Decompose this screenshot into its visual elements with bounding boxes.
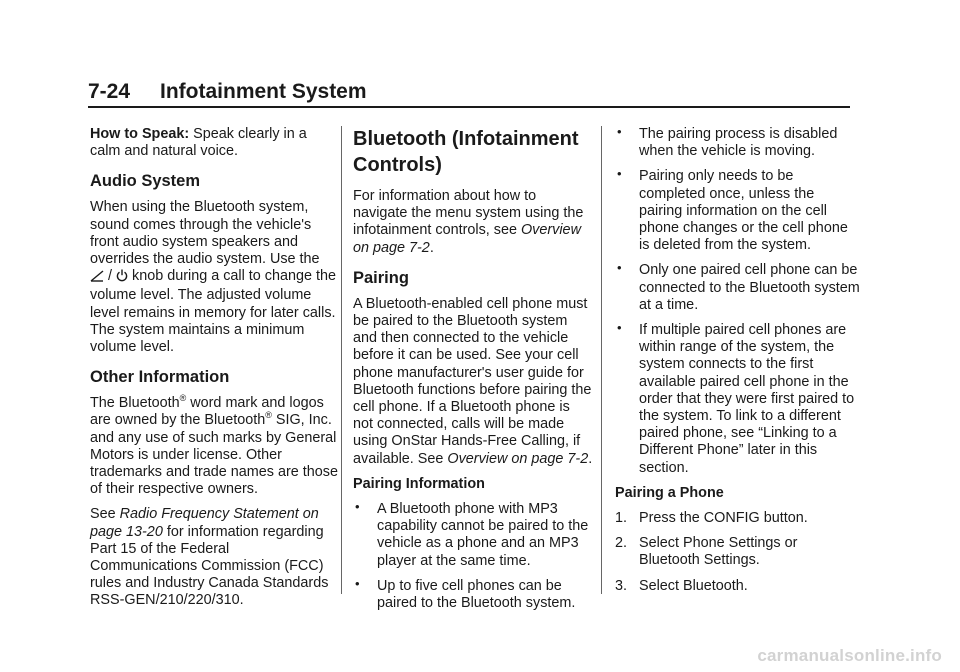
pairing-heading: Pairing — [353, 268, 409, 287]
overview-link[interactable]: Overview on page 7-2 — [447, 450, 589, 467]
page-header — [88, 80, 850, 108]
radio-frequency-link[interactable]: Radio Frequency Statement on page 13-20 — [90, 506, 319, 540]
overview-link[interactable]: Overview on page 7-2 — [353, 222, 581, 256]
pairing-period: . — [588, 450, 593, 467]
step-item — [615, 578, 860, 595]
column-right — [615, 126, 860, 603]
audio-system-paragraph — [90, 199, 338, 356]
list-item: • Pairing only needs to be completed once, unless the pairing information on the cell phone changes or the cell phone is deleted from the system. — [615, 168, 860, 254]
step-text: Select Phone Settings or Bluetooth Settings. — [639, 535, 798, 569]
audio-text-1: When using the Bluetooth system, sound comes through the vehicle's front audio system speakers and overrides the audio system. Use the — [90, 199, 320, 268]
intro-period: . — [429, 239, 434, 256]
intro-text: For information about how to navigate the menu system using the infotainment controls, see — [353, 188, 584, 239]
list-item: • A Bluetooth phone with MP3 capability cannot be paired to the vehicle as a phone and an MP3 player at the same time. — [353, 501, 593, 570]
see-word: See — [90, 506, 120, 523]
pairing-information-heading: Pairing Information — [353, 475, 485, 492]
pairing-paragraph — [353, 296, 593, 468]
audio-text-2: knob during a call to change the volume level. The adjusted volume level remains in memory for later calls. The system maintains a minimum volume level. — [90, 268, 337, 356]
voice-recognition-icon — [90, 270, 104, 287]
list-item: • The pairing process is disabled when the vehicle is moving. — [615, 126, 860, 160]
other-information-paragraph — [90, 395, 338, 498]
other-text-b: word mark and logos are owned by the Bluetooth — [90, 395, 324, 429]
audio-system-heading: Audio System — [90, 172, 201, 191]
step-text: Press the CONFIG button. — [639, 510, 808, 527]
list-item: • If multiple paired cell phones are within range of the system, the system connects to the first available paired cell phone in the order that they were first paired to the system. To link to a different paired phone, see “Linking to a Different Phone” later in this section. — [615, 322, 860, 477]
how-to-speak-text: Speak clearly in a calm and natural voice. — [90, 126, 307, 160]
registered-mark: ® — [265, 410, 272, 421]
step-item — [615, 535, 860, 569]
how-to-speak-paragraph — [90, 126, 338, 160]
list-item: • Up to five cell phones can be paired to the Bluetooth system. — [353, 578, 593, 612]
power-volume-icon — [116, 269, 128, 287]
see-paragraph — [90, 506, 338, 609]
other-text-a: The Bluetooth — [90, 395, 180, 412]
watermark: carmanualsonline.info — [757, 646, 942, 665]
pairing-steps — [615, 510, 860, 595]
pairing-info-list-continued — [615, 126, 860, 477]
pairing-a-phone-heading: Pairing a Phone — [615, 484, 724, 501]
pairing-text: A Bluetooth-enabled cell phone must be paired to the Bluetooth system and then connected to the vehicle before it can be used. See your cell phone manufacturer's user guide for Bluetooth functions before pairing the cell phone. If a Bluetooth phone is not connected, calls will be made using OnStar Hands-Free Calling, if available. See — [353, 295, 592, 467]
see-rest: for information regarding Part 15 of the Federal Communications Commission (FCC) rules and Industry Canada Standards RSS-GEN/210/220/310. — [90, 523, 329, 609]
knob-separator: / — [104, 268, 116, 285]
step-number: 3. — [615, 577, 628, 594]
other-text-c: SIG, Inc. and any use of such marks by General Motors is under license. Other trademarks and trade names are those of their respective owners. — [90, 412, 338, 498]
page-number: 7-24 — [88, 80, 131, 103]
column-left — [90, 126, 338, 618]
bluetooth-heading: Bluetooth (Infotainment Controls) — [353, 128, 579, 176]
pairing-info-list — [353, 501, 593, 612]
column-divider — [601, 126, 602, 594]
section-title: Infotainment System — [160, 80, 367, 103]
list-item: • Only one paired cell phone can be connected to the Bluetooth system at a time. — [615, 262, 860, 314]
column-middle — [353, 126, 593, 620]
step-number: 1. — [615, 510, 628, 527]
step-text: Select Bluetooth. — [639, 577, 748, 594]
column-divider — [341, 126, 342, 594]
step-item — [615, 510, 860, 527]
how-to-speak-label: How to Speak: — [90, 126, 190, 142]
intro-paragraph — [353, 188, 593, 257]
other-information-heading: Other Information — [90, 368, 230, 387]
registered-mark: ® — [179, 393, 187, 404]
step-number: 2. — [615, 535, 628, 552]
